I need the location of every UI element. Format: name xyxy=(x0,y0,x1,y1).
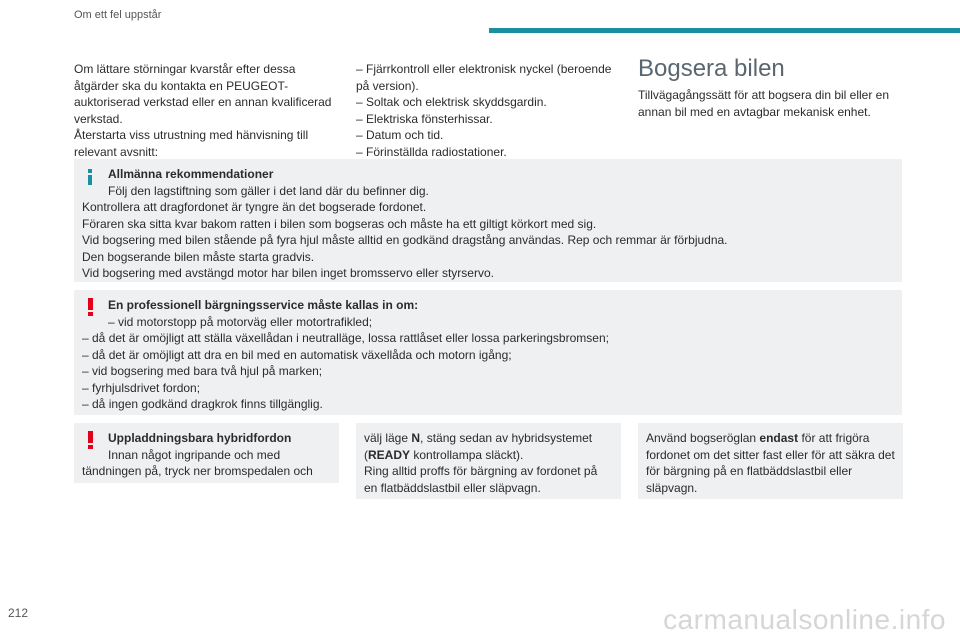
warning-box-towing-service xyxy=(74,290,902,415)
towing-eye-box xyxy=(638,423,903,499)
box-heading: Allmänna rekommendationer xyxy=(108,167,274,181)
box-line: Vid bogsering med avstängd motor har bilen inget bromsservo eller styrservo. xyxy=(82,266,494,280)
header-title: Om ett fel uppstår xyxy=(74,9,162,21)
list-item: – Elektriska fönsterhissar. xyxy=(356,111,493,126)
box-line: välj läge N, stäng sedan av hybridsystemet (READY kontrollampa släckt). xyxy=(364,431,593,462)
box-line: – fyrhjulsdrivet fordon; xyxy=(82,380,201,395)
watermark: carmanualsonline.info xyxy=(663,604,946,635)
box-line: tändningen på, tryck ner bromspedalen och xyxy=(82,464,313,478)
list-item: – Fjärrkontroll eller elektronisk nyckel (beroende på version). xyxy=(356,62,612,93)
section-title: Bogsera bilen xyxy=(638,55,785,82)
page-number: 212 xyxy=(8,606,29,620)
section-intro: Tillvägagångssätt för att bogsera din bil eller en annan bil med en avtagbar mekanisk enhet. xyxy=(638,88,890,119)
info-box-general xyxy=(74,159,902,282)
box-line: Den bogserande bilen måste starta gradvis. xyxy=(82,249,315,264)
intro-text-restart: Återstarta viss utrustning med hänvisning till relevant avsnitt: xyxy=(74,128,309,159)
box-heading: Uppladdningsbara hybridfordon xyxy=(108,431,292,445)
warning-box-hybrid xyxy=(74,423,339,483)
box-line: – vid motorstopp på motorväg eller motortrafikled; xyxy=(108,314,373,329)
intro-text: Om lättare störningar kvarstår efter dessa åtgärder ska du kontakta en PEUGEOT-auktoriserad verkstad eller en annan kvalificerad verkstad. xyxy=(74,62,332,126)
box-line: Vid bogsering med bilen stående på fyra hjul måste alltid en godkänd dragstång användas. Rep och remmar är förbjudna. xyxy=(82,233,728,247)
box-line: – vid bogsering med bara två hjul på marken; xyxy=(82,364,323,378)
box-heading: En professionell bärgningsservice måste kallas in om: xyxy=(108,298,419,312)
restart-list xyxy=(356,61,621,160)
box-line: – då det är omöjligt att dra en bil med en automatisk växellåda och motorn igång; xyxy=(82,347,512,362)
box-line: – då ingen godkänd dragkrok finns tillgänglig. xyxy=(82,397,323,411)
list-item: – Datum och tid. xyxy=(356,128,444,142)
box-line: Innan något ingripande och med xyxy=(108,447,281,462)
box-line: Kontrollera att dragfordonet är tyngre än det bogserade fordonet. xyxy=(82,200,427,214)
list-item: – Soltak och elektrisk skyddsgardin. xyxy=(356,95,547,109)
box-line: Följ den lagstiftning som gäller i det land där du befinner dig. xyxy=(108,183,429,198)
box-line: – då det är omöjligt att ställa växellådan i neutralläge, lossa rattlåset eller lossa parkeringsbromsen; xyxy=(82,331,609,345)
hybrid-box-continued xyxy=(356,423,621,499)
header-accent-bar xyxy=(489,28,960,33)
box-line: Använd bogseröglan endast för att frigöra fordonet om det sitter fast eller för att säkra det för bärgning på en flatbäddslastbil eller släpvagn. xyxy=(646,431,895,495)
box-line: Ring alltid proffs för bärgning av fordonet på en flatbäddslastbil eller släpvagn. xyxy=(364,464,598,495)
box-line: Föraren ska sitta kvar bakom ratten i bilen som bogseras och måste ha ett giltigt körkort med sig. xyxy=(82,216,597,231)
intro-column xyxy=(74,61,339,160)
list-item: – Förinställda radiostationer. xyxy=(356,144,507,159)
